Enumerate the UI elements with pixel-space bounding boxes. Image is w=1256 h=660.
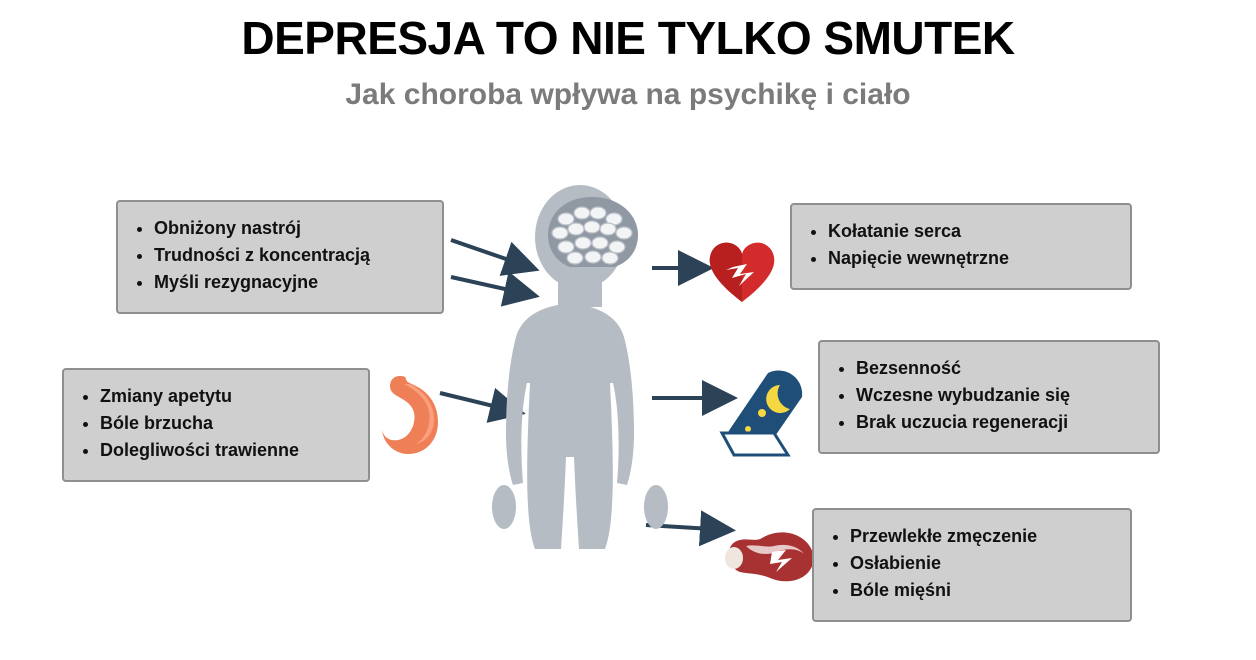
mind-symptoms-list bbox=[134, 219, 426, 291]
brain-icon bbox=[540, 193, 645, 273]
stomach-icon bbox=[378, 370, 450, 458]
sleep-symptoms-list bbox=[836, 359, 1142, 431]
list-item: • Brak uczucia regeneracji bbox=[856, 413, 1142, 431]
list-item: • Bóle brzucha bbox=[100, 414, 352, 432]
list-item: • Wczesne wybudzanie się bbox=[856, 386, 1142, 404]
heart-symptoms-box bbox=[790, 203, 1132, 290]
list-item: • Napięcie wewnętrzne bbox=[828, 249, 1114, 267]
list-item: • Osłabienie bbox=[850, 554, 1114, 572]
sleep-symptoms-box bbox=[818, 340, 1160, 454]
page-subtitle: Jak choroba wpływa na psychikę i ciało bbox=[345, 78, 911, 111]
list-item: • Zmiany apetytu bbox=[100, 387, 352, 405]
moon-pillow-icon bbox=[718, 363, 810, 463]
muscle-symptoms-list bbox=[830, 527, 1114, 599]
digestive-symptoms-list bbox=[80, 387, 352, 459]
list-item: • Obniżony nastrój bbox=[154, 219, 426, 237]
list-item: • Myśli rezygnacyjne bbox=[154, 273, 426, 291]
list-item: • Przewlekłe zmęczenie bbox=[850, 527, 1114, 545]
digestive-symptoms-box bbox=[62, 368, 370, 482]
muscle-icon bbox=[722, 518, 822, 588]
list-item: • Kołatanie serca bbox=[828, 222, 1114, 240]
list-item: • Bezsenność bbox=[856, 359, 1142, 377]
heart-icon bbox=[706, 238, 778, 306]
heart-symptoms-list bbox=[808, 222, 1114, 267]
list-item: • Bóle mięśni bbox=[850, 581, 1114, 599]
mind-symptoms-box bbox=[116, 200, 444, 314]
page-title: DEPRESJA TO NIE TYLKO SMUTEK bbox=[241, 12, 1015, 64]
muscle-symptoms-box bbox=[812, 508, 1132, 622]
list-item: • Trudności z koncentracją bbox=[154, 246, 426, 264]
list-item: • Dolegliwości trawienne bbox=[100, 441, 352, 459]
